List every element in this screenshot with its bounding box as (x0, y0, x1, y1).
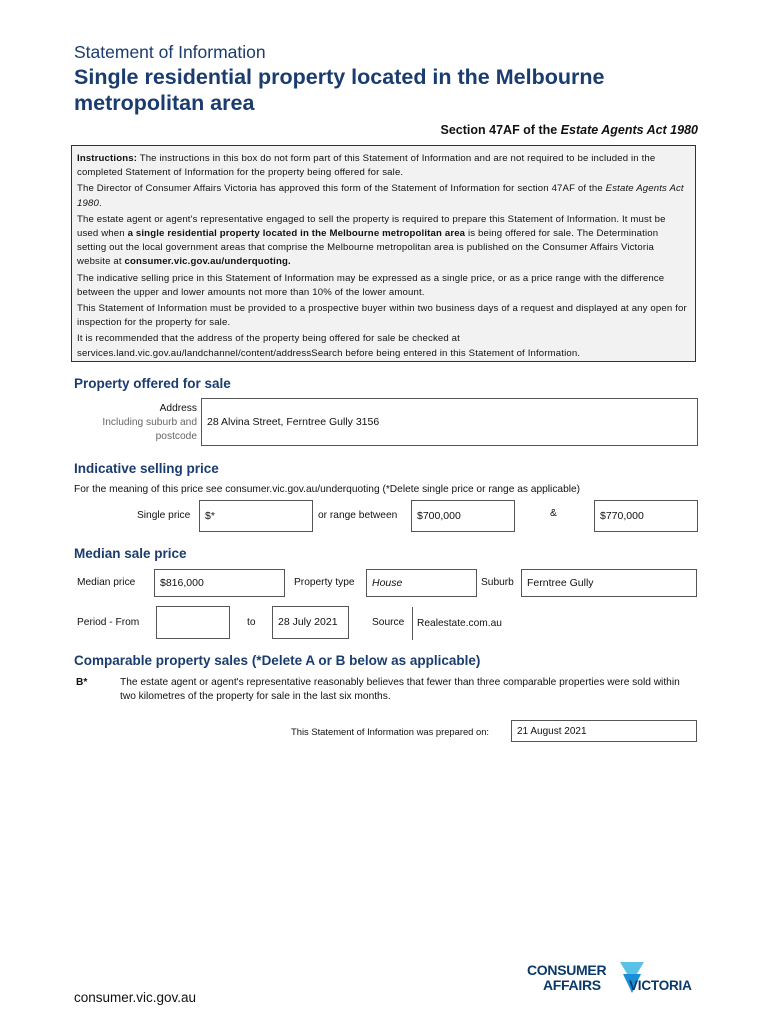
indicative-heading: Indicative selling price (74, 461, 219, 476)
section-prefix: Section 47AF of the (440, 123, 561, 137)
option-marker: B* (76, 677, 88, 688)
logo-line-affairs: AFFAIRS (543, 977, 601, 993)
section-act: Estate Agents Act 1980 (560, 123, 698, 137)
instructions-act: Estate Agents Act 1980 (77, 183, 684, 209)
address-label-line3: postcode (155, 431, 197, 442)
instructions-label: Instructions: (77, 153, 138, 164)
suburb-label: Suburb (481, 577, 514, 588)
instructions-text-2: The Director of Consumer Affairs Victoria has approved this form of the Statement of Information for section 47AF of the (77, 183, 606, 195)
logo-line-consumer: CONSUMER (527, 962, 607, 978)
instructions-p5: This Statement of Information must be provided to a prospective buyer within two business days of a request and displayed at any open for inspection for the property for sale. (77, 303, 687, 329)
instructions-text-3b: a single residential property located in the Melbourne metropolitan area (127, 228, 466, 240)
prepared-on-field[interactable]: 21 August 2021 (511, 720, 697, 742)
instructions-link-underquoting: consumer.vic.gov.au/underquoting. (124, 256, 291, 268)
address-field[interactable]: 28 Alvina Street, Ferntree Gully 3156 (201, 398, 698, 446)
median-price-label: Median price (77, 577, 136, 588)
comparable-text: The estate agent or agent's representative reasonably believes that fewer than three comparable properties were sold within two kilometres of the property for sale in the last six months. (120, 677, 680, 702)
range-ampersand: & (550, 508, 557, 519)
property-type-label: Property type (294, 577, 355, 588)
instructions-p1 (77, 152, 689, 180)
single-price-field[interactable]: $* (199, 500, 313, 532)
footer-url[interactable]: consumer.vic.gov.au (74, 990, 197, 1005)
address-label-line2: Including suburb and (102, 417, 197, 428)
comparable-heading: Comparable property sales (*Delete A or B below as applicable) (74, 653, 481, 668)
instructions-p4: The indicative selling price in this Statement of Information may be expressed as a single price, or as a price range with the difference between the upper and lower amounts not more than 10% of the lower amount. (77, 272, 665, 298)
source-field[interactable]: Realestate.com.au (412, 607, 502, 640)
property-heading: Property offered for sale (74, 376, 231, 391)
instructions-p2-end: . (98, 197, 102, 209)
period-to-field[interactable]: 28 July 2021 (272, 606, 349, 639)
median-heading: Median sale price (74, 546, 187, 561)
instructions-p2 (77, 182, 689, 210)
address-label (102, 402, 197, 444)
range-label: or range between (318, 510, 398, 521)
instructions-text-3c: is being offered for sale. The Determination setting out the local government areas that comprise the Melbourne metropolitan area is published on the Consumer Affairs Victoria website at (77, 228, 659, 268)
suburb-field[interactable]: Ferntree Gully (521, 569, 697, 597)
single-price-label: Single price (137, 510, 191, 521)
indicative-note: For the meaning of this price see consumer.vic.gov.au/underquoting (*Delete single price or range as applicable) (74, 484, 581, 495)
range-low-field[interactable]: $700,000 (411, 500, 515, 532)
section-reference (441, 123, 698, 137)
instructions-text-1: The instructions in this box do not form part of this Statement of Information and are not required to be included in the completed Statement of Information for the property being offered for sale. (77, 153, 656, 179)
source-label: Source (372, 617, 405, 628)
period-from-label: Period - From (77, 617, 140, 628)
period-from-field[interactable] (156, 606, 230, 639)
form-subtitle: Statement of Information (74, 42, 266, 62)
instructions-box (71, 145, 696, 362)
property-type-field[interactable]: House (366, 569, 477, 597)
instructions-text-3a: The estate agent or agent's representative engaged to sell the property is required to prepare this Statement of Information. It must be used when (77, 213, 666, 240)
logo-line-victoria: VICTORIA (629, 978, 692, 993)
period-to-label: to (247, 617, 256, 628)
median-price-field[interactable]: $816,000 (154, 569, 285, 597)
prepared-on-label: This Statement of Information was prepared on: (291, 726, 490, 737)
range-high-field[interactable]: $770,000 (594, 500, 698, 532)
instructions-p3 (77, 213, 689, 270)
instructions-p6: It is recommended that the address of the property being offered for sale be checked at services.land.vic.gov.au/landchannel/content/addressSearch before being entered in this Statement of Information. (77, 333, 581, 359)
consumer-affairs-victoria-logo (527, 958, 703, 1002)
form-title: Single residential property located in the Melbourne metropolitan area (74, 65, 605, 115)
address-label-line1: Address (159, 403, 197, 414)
